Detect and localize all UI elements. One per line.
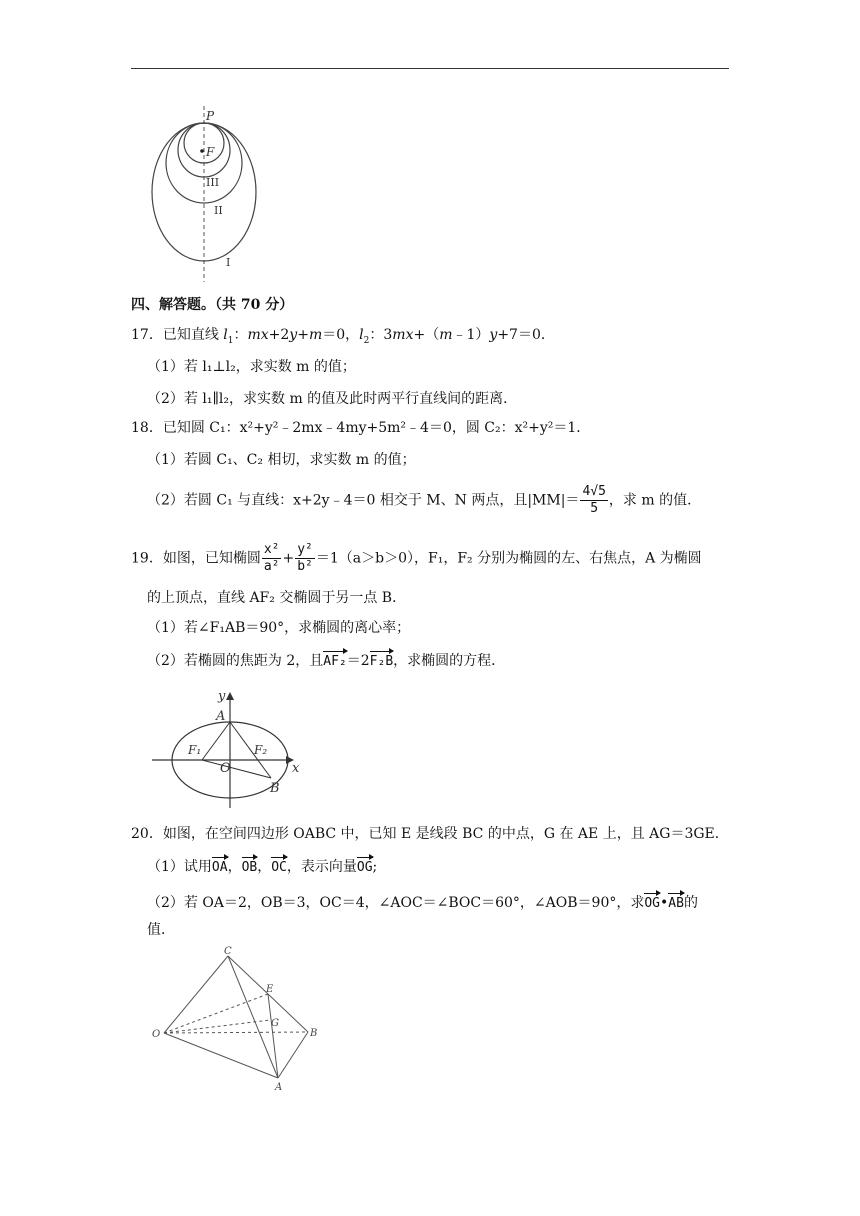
q20-stem: 20．如图，在空间四边形 OABC 中，已知 E 是线段 BC 的中点，G 在 AE 上，且 AG＝3GE． [131,826,729,842]
q19-stem: 19．如图，已知椭圆 $\frac{\text{x²}}{\text{a²}}$ + $\frac{\text{y²}}{\text{b²}}$ ＝1（a＞b＞0），F₁，F₂ 分别为椭圆的左、右焦点，A 为椭圆 [131,542,702,574]
vector-oa: OA [212,856,228,877]
section-title: 四、解答题。（共 70 分） [131,297,294,313]
fraction-4root5-over-5: $\frac{4√5}{5}$ [582,484,606,516]
q19-stem-cont: 的上顶点，直线 AF₂ 交椭圆于另一点 B． [147,590,407,606]
label-iii: III [206,176,220,189]
q19-part2: （2）若椭圆的焦距为 2，且AF₂＝2F₂B，求椭圆的方程． [147,650,505,671]
label-b: B [310,1028,318,1039]
label-f1: F₁ [188,743,202,757]
edge-a-b [278,1032,308,1078]
label-o: O [152,1029,161,1040]
label-b: B [270,781,280,796]
vector-ab: AB [668,892,684,913]
q17-stem: 17．已知直线 $l_1$：mx+2y+m＝0，$l_2$：3mx+（m﹣1）y+7＝0． [131,327,555,346]
q17-part1: （1）若 l₁⊥l₂，求实数 m 的值； [147,359,356,375]
header-rule [131,68,729,69]
focus-point [200,149,204,153]
fraction-x2-a2: $\frac{\text{x²}}{\text{a²}}$ [263,542,280,574]
line-f1-b [202,760,271,778]
figure-ellipse-axes [150,686,310,810]
q18-part1: （1）若圆 C₁、C₂ 相切，求实数 m 的值； [147,452,416,468]
figure-nested-ellipses [146,104,262,284]
edge-o-c [164,956,228,1033]
line-f1-a [202,722,230,760]
y-arrow [226,692,234,700]
line-o-g [164,1020,270,1033]
q18-stem: 18．已知圆 C₁：x²+y²﹣2mx﹣4my+5m²﹣4＝0，圆 C₂：x²+y²＝1． [131,420,591,436]
q17-part2: （2）若 l₁∥l₂，求实数 m 的值及此时两平行直线间的距离． [147,391,518,407]
vector-af2: AF₂ [323,650,346,671]
label-i: I [226,256,231,269]
label-c: C [224,946,232,957]
q20-part2: （2）若 OA＝2，OB＝3，OC＝4，∠AOC＝∠BOC＝60°，∠AOB＝90°，求OG•AB的 [147,892,698,913]
label-a: A [275,1082,283,1092]
q20-part1: （1）试用OA，OB，OC，表示向量OG; [147,856,377,877]
q19-part1: （1）若∠F₁AB＝90°，求椭圆的离心率； [147,620,411,636]
label-p: P [206,109,215,123]
figure-tetrahedron [148,944,324,1092]
label-x: x [292,761,300,776]
fraction-y2-b2: $\frac{\text{y²}}{\text{b²}}$ [297,542,313,574]
edge-o-b [164,1032,308,1033]
label-e: E [266,984,274,995]
vector-f2b: F₂B [370,650,393,671]
vector-oc: OC [271,856,287,877]
label-y: y [218,689,226,704]
vector-og: OG [357,856,373,877]
vector-ob: OB [242,856,258,877]
q18-part2: （2）若圆 C₁ 与直线：x+2y﹣4＝0 相交于 M、N 两点，且|MM|＝ $\frac{4√5}{5}$ ，求 m 的值． [147,484,702,516]
label-a: A [216,709,226,724]
label-f2: F₂ [254,743,268,757]
label-o: O [220,761,231,776]
label-f: F [206,145,215,159]
label-ii: II [214,204,223,217]
q20-part2-cont: 值． [147,922,175,938]
vector-og-2: OG [644,892,660,913]
edge-o-a [164,1033,278,1078]
label-g: G [271,1018,279,1029]
